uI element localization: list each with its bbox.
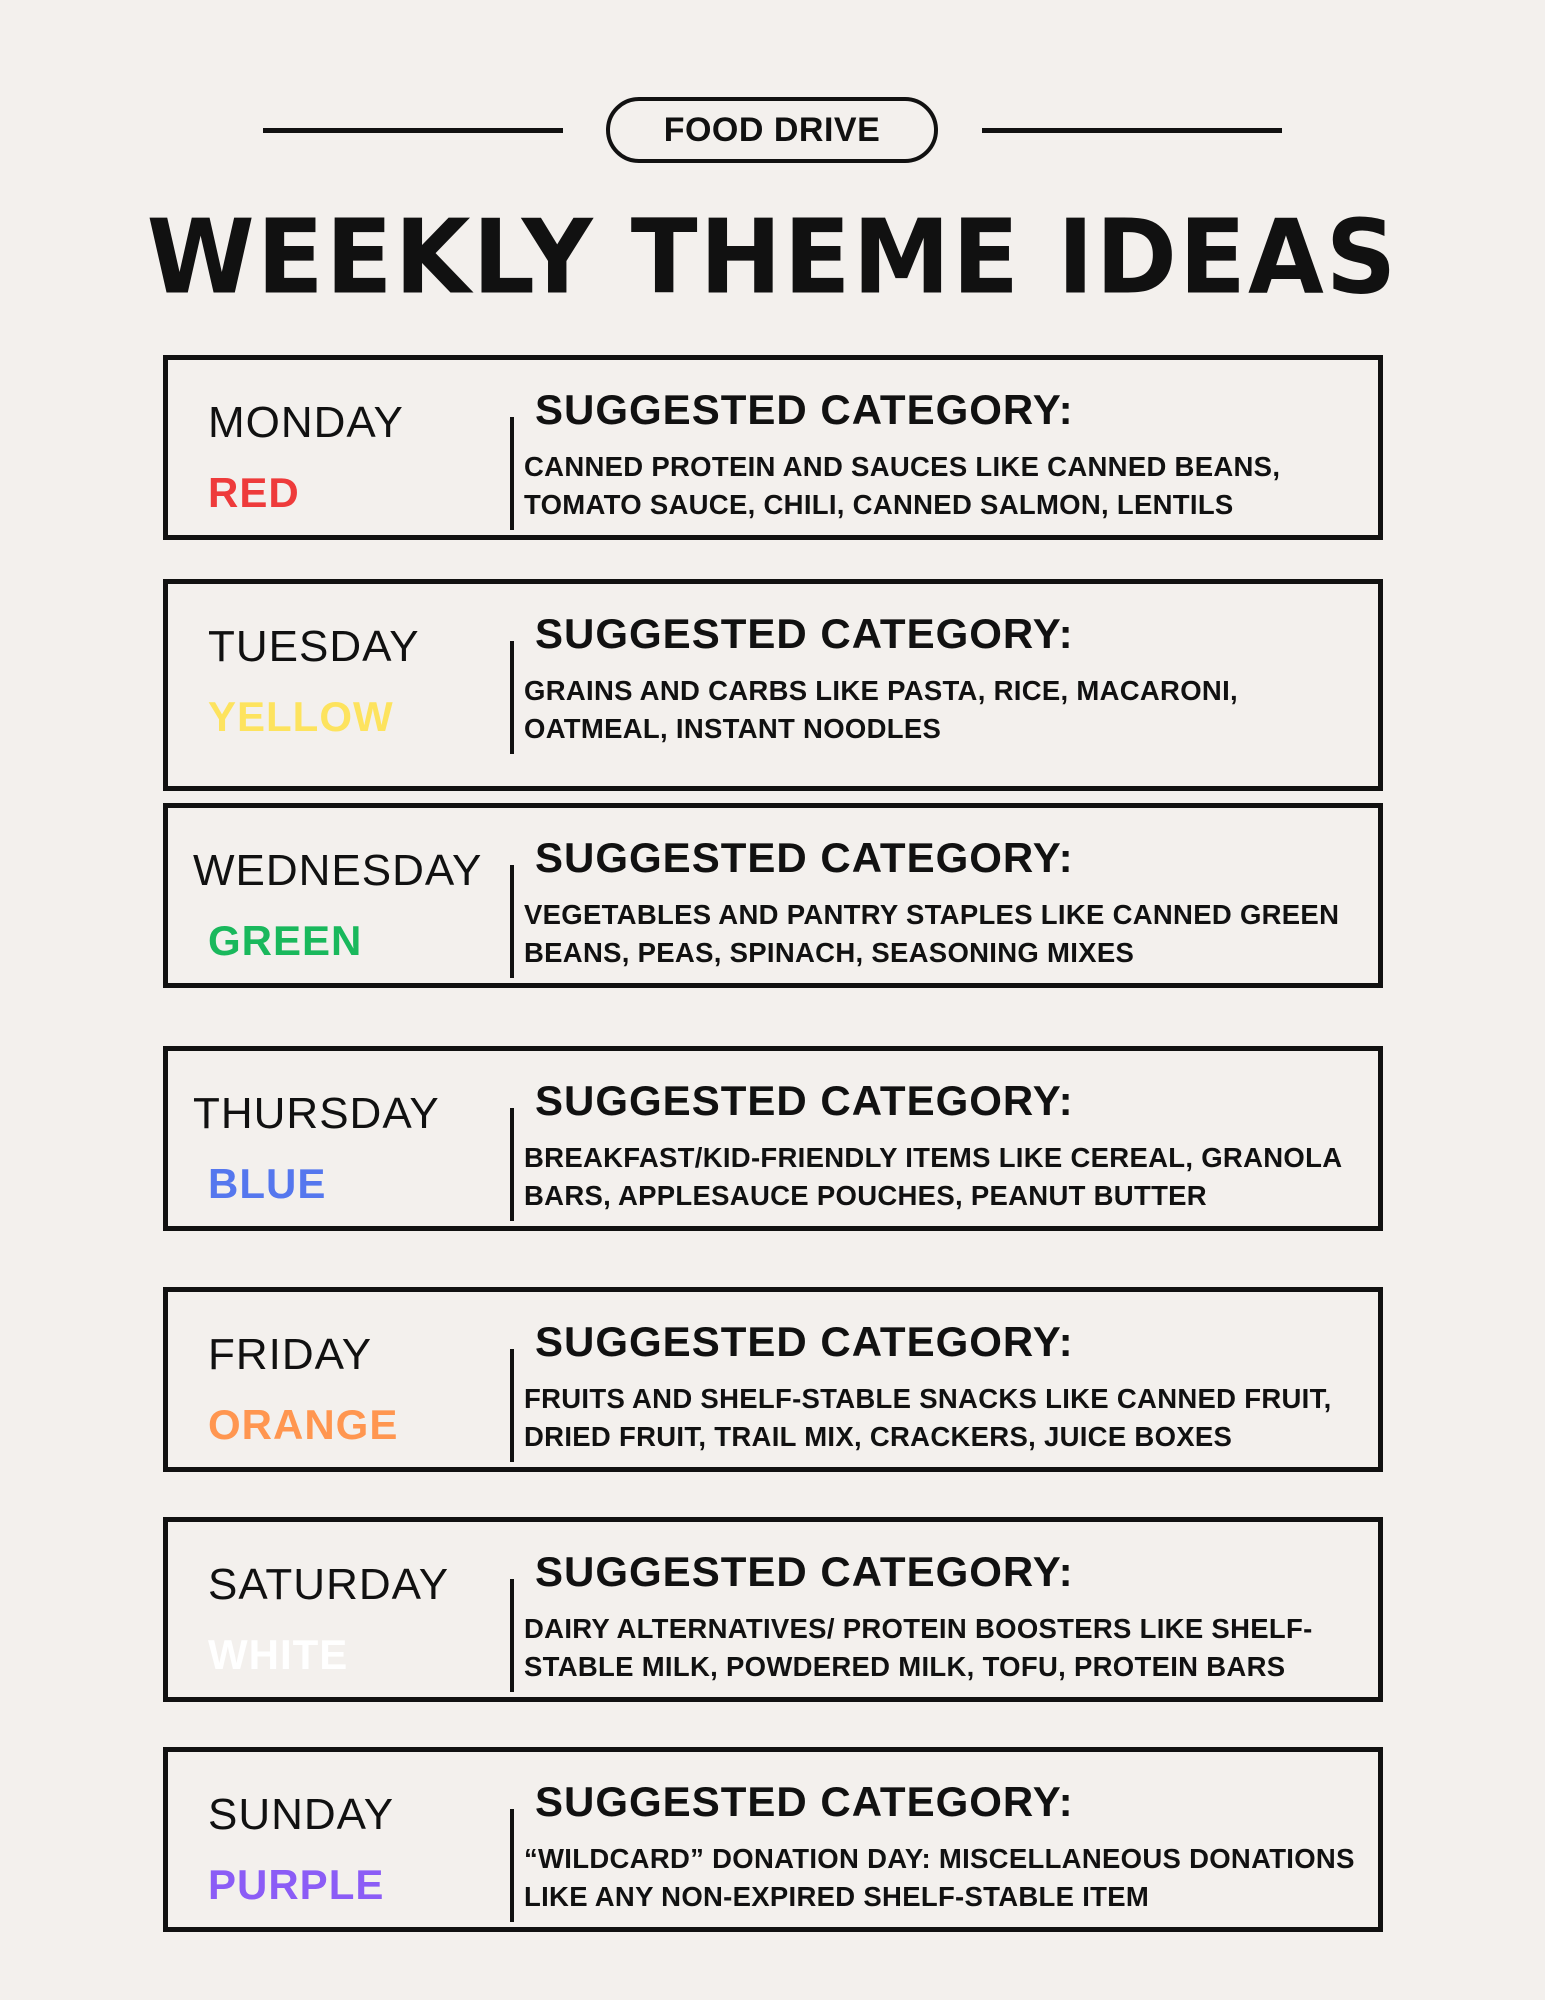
card-divider [510,641,514,754]
day-name: TUESDAY [208,622,420,671]
card-divider [510,865,514,978]
card-divider [510,1108,514,1221]
header-rule-right [982,128,1282,133]
category-description: GRAINS AND CARBS LIKE PASTA, RICE, MACARONI, OATMEAL, INSTANT NOODLES [524,675,1238,744]
day-card-saturday [163,1517,1383,1702]
day-card-wednesday [163,803,1383,988]
category-heading: SUGGESTED CATEGORY: [535,834,1074,881]
day-card-sunday [163,1747,1383,1932]
color-name: YELLOW [208,693,394,740]
day-name: THURSDAY [193,1089,440,1138]
day-name: SUNDAY [208,1790,395,1839]
day-card-tuesday [163,579,1383,791]
category-description: FRUITS AND SHELF-STABLE SNACKS LIKE CANNED FRUIT, DRIED FRUIT, TRAIL MIX, CRACKERS, JUICE BOXES [524,1383,1332,1452]
category-heading: SUGGESTED CATEGORY: [535,610,1074,657]
day-card-thursday [163,1046,1383,1231]
category-heading: SUGGESTED CATEGORY: [535,1318,1074,1365]
color-name: GREEN [208,917,363,964]
day-card-monday [163,355,1383,540]
day-name: SATURDAY [208,1560,450,1609]
color-name: ORANGE [208,1401,399,1448]
day-card-friday [163,1287,1383,1472]
header-rule-left [263,128,563,133]
card-divider [510,1579,514,1692]
category-description: BREAKFAST/KID-FRIENDLY ITEMS LIKE CEREAL, GRANOLA BARS, APPLESAUCE POUCHES, PEANUT BUTTER [524,1142,1342,1211]
category-description: DAIRY ALTERNATIVES/ PROTEIN BOOSTERS LIKE SHELF-STABLE MILK, POWDERED MILK, TOFU, PROTEIN BARS [524,1613,1313,1682]
color-name: BLUE [208,1160,327,1207]
color-name: RED [208,469,300,516]
category-description: CANNED PROTEIN AND SAUCES LIKE CANNED BEANS, TOMATO SAUCE, CHILI, CANNED SALMON, LENTILS [524,451,1281,520]
color-name: PURPLE [208,1861,385,1908]
day-name: MONDAY [208,398,404,447]
category-heading: SUGGESTED CATEGORY: [535,1548,1074,1595]
category-heading: SUGGESTED CATEGORY: [535,386,1074,433]
color-name: WHITE [208,1631,349,1678]
card-divider [510,417,514,530]
category-heading: SUGGESTED CATEGORY: [535,1778,1074,1825]
page-title: WEEKLY THEME IDEAS [146,198,1399,318]
food-drive-badge: FOOD DRIVE [606,97,938,163]
category-heading: SUGGESTED CATEGORY: [535,1077,1074,1124]
category-description: VEGETABLES AND PANTRY STAPLES LIKE CANNED GREEN BEANS, PEAS, SPINACH, SEASONING MIXES [524,899,1340,968]
day-name: FRIDAY [208,1330,373,1379]
card-divider [510,1809,514,1922]
card-divider [510,1349,514,1462]
day-name: WEDNESDAY [193,846,483,895]
category-description: “WILDCARD” DONATION DAY: MISCELLANEOUS DONATIONS LIKE ANY NON-EXPIRED SHELF-STABLE ITEM [524,1843,1355,1912]
